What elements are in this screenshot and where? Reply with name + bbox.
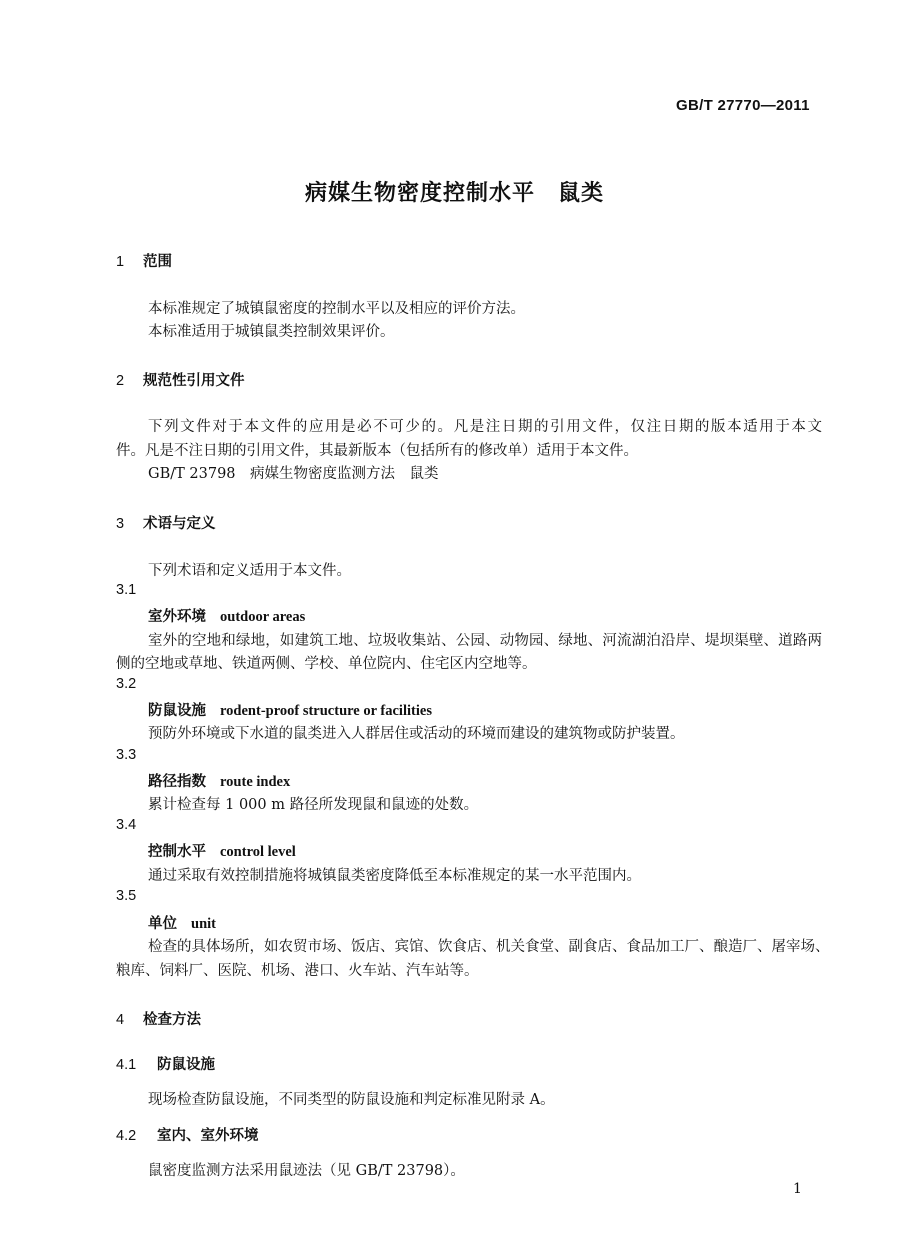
subsection-4-1-heading xyxy=(116,1053,215,1074)
paragraph: 下列文件对于本文件的应用是必不可少的。凡是注日期的引用文件，仅注日期的版本适用于本文 xyxy=(148,419,822,435)
section-4-heading xyxy=(116,1008,201,1029)
paragraph: 鼠密度监测方法采用鼠迹法（见 GB/T 23798）。 xyxy=(148,1163,465,1179)
section-title: 规范性引用文件 xyxy=(143,372,245,389)
subsection-title: 室内、室外环境 xyxy=(157,1127,259,1144)
term-en: control level xyxy=(220,844,296,860)
subsection-4-2-heading xyxy=(116,1124,259,1145)
document-title: 病媒生物密度控制水平 鼠类 xyxy=(304,180,604,206)
paragraph: 本标准规定了城镇鼠密度的控制水平以及相应的评价方法。 xyxy=(148,301,525,317)
subsection-number: 4.1 xyxy=(116,1057,137,1073)
section-number: 1 xyxy=(116,254,125,270)
section-1-heading xyxy=(116,250,172,271)
term-definition: 通过采取有效控制措施将城镇鼠类密度降低至本标准规定的某一水平范围内。 xyxy=(148,868,641,884)
term-definition: 累计检查每 1 000 m 路径所发现鼠和鼠迹的处数。 xyxy=(148,797,479,813)
normative-reference: GB/T 23798 病媒生物密度监测方法 鼠类 xyxy=(148,466,439,482)
term-en: unit xyxy=(191,916,216,932)
term-entry xyxy=(148,912,216,933)
section-number: 3 xyxy=(116,516,125,532)
term-en: outdoor areas xyxy=(220,609,306,625)
term-definition-continuation: 侧的空地或草地、铁道两侧、学校、单位院内、住宅区内空地等。 xyxy=(116,656,537,672)
page-number: 1 xyxy=(793,1181,802,1197)
term-entry xyxy=(148,840,296,861)
term-definition: 预防外环境或下水道的鼠类进入人群居住或活动的环境而建设的建筑物或防护装置。 xyxy=(148,726,685,742)
section-2-heading xyxy=(116,369,245,390)
term-zh: 控制水平 xyxy=(148,843,206,860)
term-number: 3.4 xyxy=(116,817,137,833)
term-definition: 检查的具体场所，如农贸市场、饭店、宾馆、饮食店、机关食堂、副食店、食品加工厂、酿造厂、屠宰场、 xyxy=(148,939,830,955)
subsection-number: 4.2 xyxy=(116,1128,137,1144)
paragraph-continuation: 件。凡是不注日期的引用文件，其最新版本（包括所有的修改单）适用于本文件。 xyxy=(116,443,638,459)
section-title: 术语与定义 xyxy=(143,515,216,532)
section-number: 2 xyxy=(116,373,125,389)
term-zh: 单位 xyxy=(148,915,177,932)
paragraph: 现场检查防鼠设施，不同类型的防鼠设施和判定标准见附录 A。 xyxy=(148,1092,555,1108)
term-en: route index xyxy=(220,774,291,790)
section-number: 4 xyxy=(116,1012,125,1028)
section-title: 检查方法 xyxy=(143,1011,201,1028)
term-number: 3.1 xyxy=(116,582,137,598)
term-entry xyxy=(148,605,305,626)
term-zh: 路径指数 xyxy=(148,773,206,790)
section-3-heading xyxy=(116,512,216,533)
term-number: 3.2 xyxy=(116,676,137,692)
term-definition-continuation: 粮库、饲料厂、医院、机场、港口、火车站、汽车站等。 xyxy=(116,963,479,979)
term-entry xyxy=(148,770,290,791)
term-entry xyxy=(148,699,432,720)
term-zh: 防鼠设施 xyxy=(148,702,206,719)
paragraph: 本标准适用于城镇鼠类控制效果评价。 xyxy=(148,324,395,340)
term-number: 3.3 xyxy=(116,747,137,763)
standard-code: GB/T 27770—2011 xyxy=(676,97,810,114)
term-en: rodent-proof structure or facilities xyxy=(220,703,432,719)
term-zh: 室外环境 xyxy=(148,608,206,625)
paragraph: 下列术语和定义适用于本文件。 xyxy=(148,563,351,579)
term-number: 3.5 xyxy=(116,888,137,904)
section-title: 范围 xyxy=(143,253,172,270)
term-definition: 室外的空地和绿地，如建筑工地、垃圾收集站、公园、动物园、绿地、河流湖泊沿岸、堤坝渠壁、道路两 xyxy=(148,633,822,649)
subsection-title: 防鼠设施 xyxy=(157,1056,215,1073)
